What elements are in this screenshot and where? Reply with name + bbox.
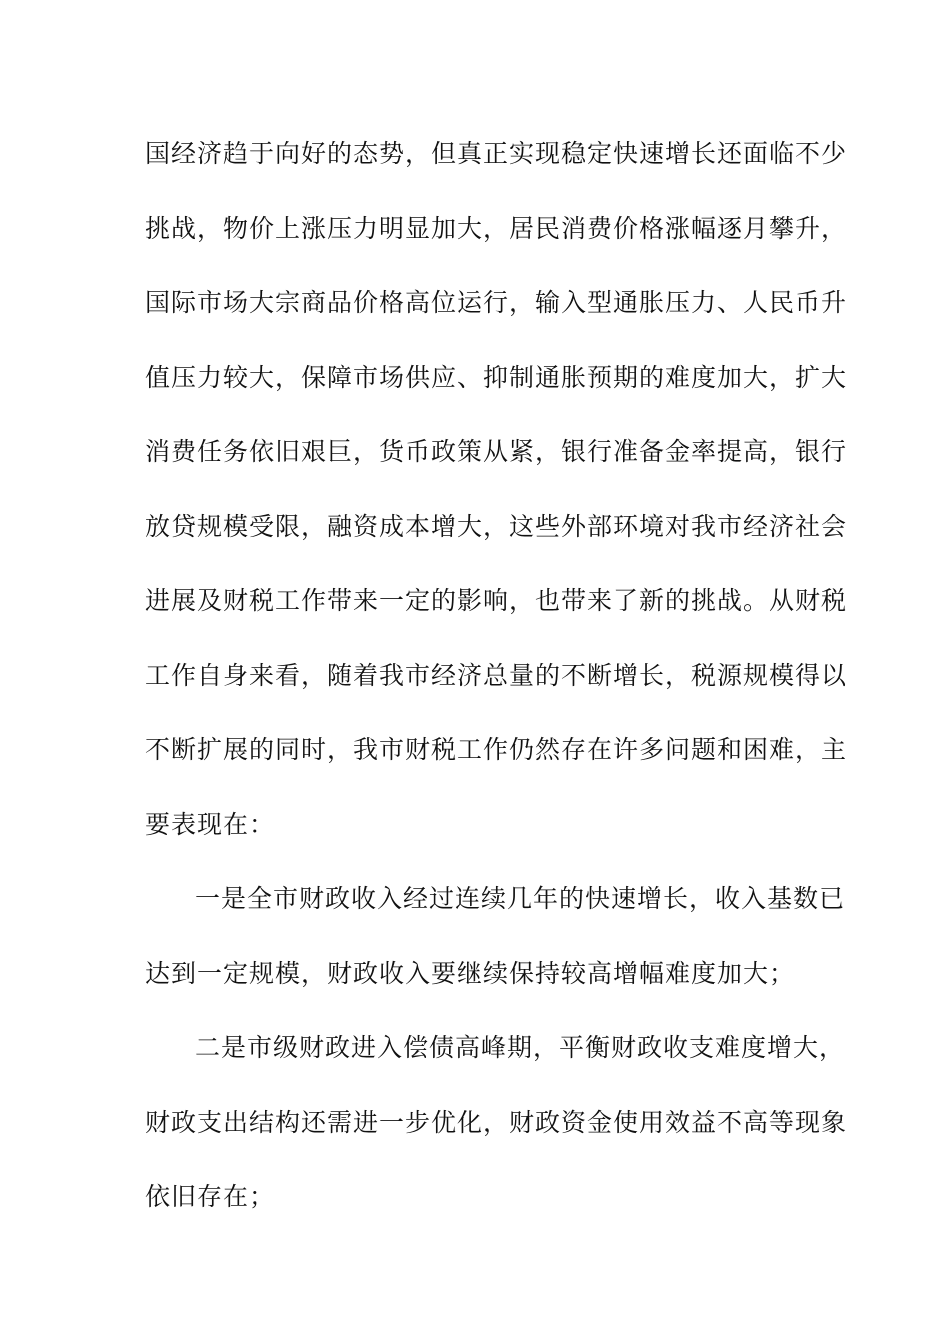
text-line: 放贷规模受限，融资成本增大，这些外部环境对我市经济社会	[145, 511, 848, 541]
text-line: 国际市场大宗商品价格高位运行，输入型通胀压力、人民币升	[145, 288, 848, 317]
text-line: 要表现在：	[145, 809, 276, 839]
text-line: 国经济趋于向好的态势，但真正实现稳定快速增长还面临不少	[145, 139, 848, 168]
text-line: 达到一定规模，财政收入要继续保持较高增幅难度加大；	[145, 958, 796, 988]
text-line: 不断扩展的同时，我市财税工作仍然存在许多问题和困难，主	[145, 735, 848, 764]
text-line: 消费任务依旧艰巨，货币政策从紧，银行准备金率提高，银行	[145, 437, 848, 466]
text-line: 工作自身来看，随着我市经济总量的不断增长，税源规模得以	[145, 660, 848, 690]
text-line: 值压力较大，保障市场供应、抑制通胀预期的难度加大，扩大	[145, 362, 848, 392]
paragraph-first-line: 一是全市财政收入经过连续几年的快速增长，收入基数已	[195, 884, 846, 913]
text-line: 进展及财税工作带来一定的影响，也带来了新的挑战。从财税	[145, 586, 848, 615]
text-line: 依旧存在；	[145, 1182, 276, 1211]
text-line: 挑战，物价上涨压力明显加大，居民消费价格涨幅逐月攀升，	[145, 213, 848, 243]
body-text	[145, 128, 848, 1246]
paragraph-first-line: 二是市级财政进入偿债高峰期，平衡财政收支难度增大，	[195, 1033, 846, 1062]
text-line: 财政支出结构还需进一步优化，财政资金使用效益不高等现象	[145, 1107, 848, 1137]
